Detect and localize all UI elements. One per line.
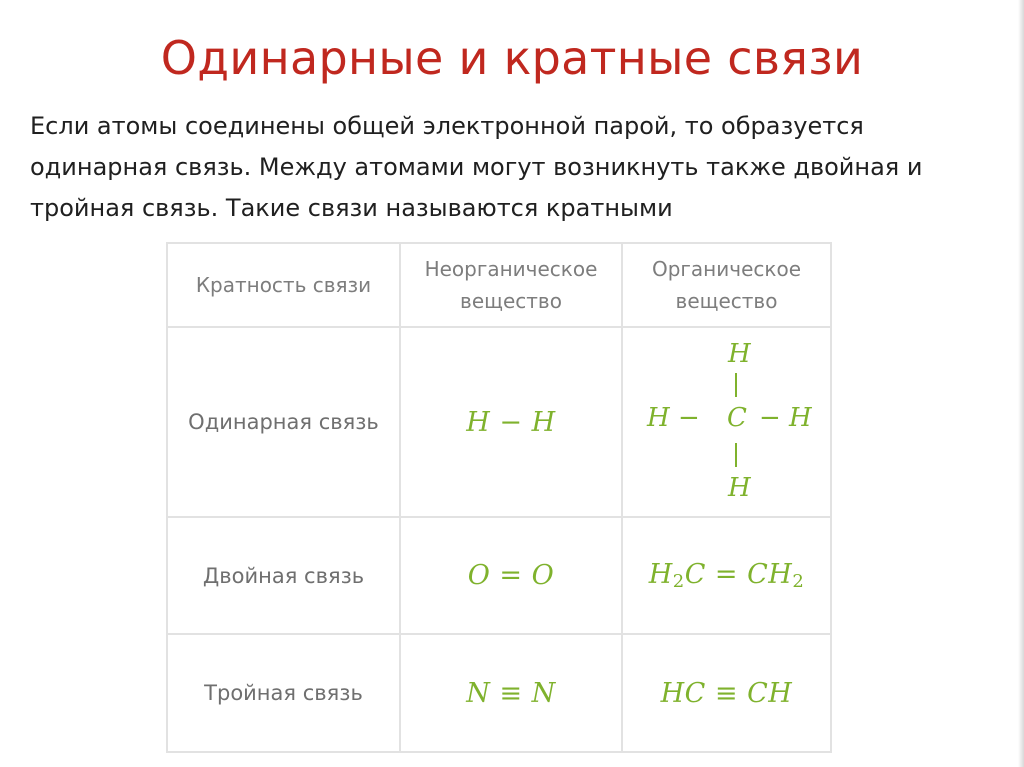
formula-ethylene: $H_2C = CH_2$ bbox=[622, 517, 831, 634]
table-row bbox=[167, 327, 831, 517]
methane-bond-top bbox=[735, 373, 737, 397]
table-row bbox=[167, 634, 831, 752]
methane-h-left: H − bbox=[647, 403, 700, 433]
methane-h-bottom: H bbox=[728, 473, 751, 503]
formula-o2: O = O bbox=[400, 517, 622, 634]
row-label-double: Двойная связь bbox=[167, 517, 400, 634]
bond-table bbox=[166, 242, 832, 753]
row-label-single: Одинарная связь bbox=[167, 327, 400, 517]
intro-paragraph: Если атомы соединены общей электронной парой, то образуется одинарная связь. Между атомами могут возникнуть также двойная и тройная связь. Такие связи называются кратными bbox=[30, 112, 923, 222]
formula-acetylene: HC ≡ CH bbox=[622, 634, 831, 752]
slide-title: Одинарные и кратные связи bbox=[160, 31, 864, 85]
methane-bond-bottom bbox=[735, 443, 737, 467]
methane-h-right: − H bbox=[759, 403, 812, 433]
header-organic: Органическое вещество bbox=[622, 243, 831, 327]
header-bond-multiplicity: Кратность связи bbox=[167, 243, 400, 327]
header-inorganic: Неорганическое вещество bbox=[400, 243, 622, 327]
formula-n2: N ≡ N bbox=[400, 634, 622, 752]
formula-methane-cell bbox=[622, 327, 831, 517]
table-header-row bbox=[167, 243, 831, 327]
methane-c-center: C bbox=[727, 403, 747, 433]
table-row bbox=[167, 517, 831, 634]
slide-edge-shadow bbox=[1018, 0, 1024, 767]
formula-methane bbox=[623, 329, 830, 515]
formula-h2: H − H bbox=[400, 327, 622, 517]
methane-h-top: H bbox=[728, 339, 751, 369]
row-label-triple: Тройная связь bbox=[167, 634, 400, 752]
